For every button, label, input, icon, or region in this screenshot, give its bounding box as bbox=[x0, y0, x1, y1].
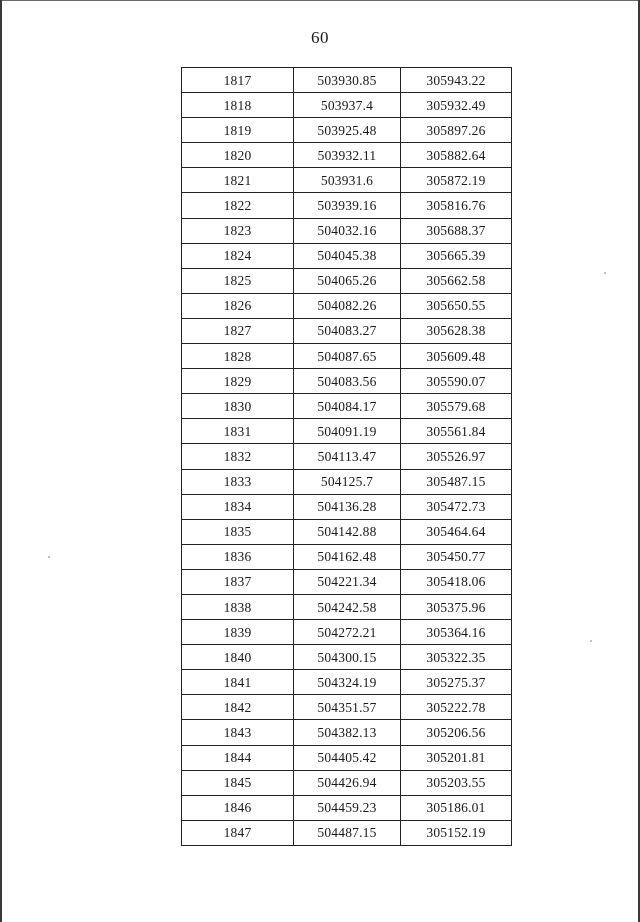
point-number-cell: 1845 bbox=[182, 770, 294, 795]
point-number-cell: 1844 bbox=[182, 745, 294, 770]
coordinates-table bbox=[181, 67, 512, 846]
table-row bbox=[182, 770, 512, 795]
table-row bbox=[182, 469, 512, 494]
x-coordinate-cell: 504083.27 bbox=[294, 318, 401, 343]
y-coordinate-cell: 305579.68 bbox=[401, 394, 512, 419]
y-coordinate-cell: 305201.81 bbox=[401, 745, 512, 770]
x-coordinate-cell: 504032.16 bbox=[294, 218, 401, 243]
point-number-cell: 1840 bbox=[182, 645, 294, 670]
x-coordinate-cell: 504045.38 bbox=[294, 243, 401, 268]
x-coordinate-cell: 504065.26 bbox=[294, 268, 401, 293]
page-edge-left bbox=[0, 0, 2, 922]
y-coordinate-cell: 305526.97 bbox=[401, 444, 512, 469]
x-coordinate-cell: 504087.65 bbox=[294, 344, 401, 369]
y-coordinate-cell: 305222.78 bbox=[401, 695, 512, 720]
point-number-cell: 1830 bbox=[182, 394, 294, 419]
point-number-cell: 1826 bbox=[182, 293, 294, 318]
point-number-cell: 1819 bbox=[182, 118, 294, 143]
table-row bbox=[182, 745, 512, 770]
point-number-cell: 1842 bbox=[182, 695, 294, 720]
table-row bbox=[182, 268, 512, 293]
x-coordinate-cell: 504272.21 bbox=[294, 620, 401, 645]
y-coordinate-cell: 305897.26 bbox=[401, 118, 512, 143]
x-coordinate-cell: 504459.23 bbox=[294, 795, 401, 820]
y-coordinate-cell: 305932.49 bbox=[401, 93, 512, 118]
table-row bbox=[182, 820, 512, 845]
x-coordinate-cell: 504426.94 bbox=[294, 770, 401, 795]
point-number-cell: 1827 bbox=[182, 318, 294, 343]
table-row bbox=[182, 695, 512, 720]
point-number-cell: 1839 bbox=[182, 620, 294, 645]
x-coordinate-cell: 504142.88 bbox=[294, 519, 401, 544]
y-coordinate-cell: 305472.73 bbox=[401, 494, 512, 519]
table-row bbox=[182, 494, 512, 519]
table-row bbox=[182, 544, 512, 569]
table-row bbox=[182, 444, 512, 469]
y-coordinate-cell: 305206.56 bbox=[401, 720, 512, 745]
y-coordinate-cell: 305872.19 bbox=[401, 168, 512, 193]
table-row bbox=[182, 143, 512, 168]
point-number-cell: 1843 bbox=[182, 720, 294, 745]
point-number-cell: 1847 bbox=[182, 820, 294, 845]
y-coordinate-cell: 305364.16 bbox=[401, 620, 512, 645]
table-row bbox=[182, 795, 512, 820]
point-number-cell: 1825 bbox=[182, 268, 294, 293]
y-coordinate-cell: 305662.58 bbox=[401, 268, 512, 293]
point-number-cell: 1829 bbox=[182, 369, 294, 394]
point-number-cell: 1831 bbox=[182, 419, 294, 444]
y-coordinate-cell: 305943.22 bbox=[401, 68, 512, 93]
x-coordinate-cell: 504242.58 bbox=[294, 594, 401, 619]
table-row bbox=[182, 68, 512, 93]
y-coordinate-cell: 305418.06 bbox=[401, 569, 512, 594]
x-coordinate-cell: 504324.19 bbox=[294, 670, 401, 695]
y-coordinate-cell: 305590.07 bbox=[401, 369, 512, 394]
point-number-cell: 1834 bbox=[182, 494, 294, 519]
x-coordinate-cell: 503932.11 bbox=[294, 143, 401, 168]
y-coordinate-cell: 305450.77 bbox=[401, 544, 512, 569]
y-coordinate-cell: 305688.37 bbox=[401, 218, 512, 243]
table-row bbox=[182, 193, 512, 218]
y-coordinate-cell: 305665.39 bbox=[401, 243, 512, 268]
table-row bbox=[182, 344, 512, 369]
x-coordinate-cell: 503931.6 bbox=[294, 168, 401, 193]
page-number: 60 bbox=[311, 28, 329, 47]
page-edge-top bbox=[0, 0, 640, 1]
x-coordinate-cell: 504125.7 bbox=[294, 469, 401, 494]
scan-speck bbox=[48, 556, 50, 558]
x-coordinate-cell: 504113.47 bbox=[294, 444, 401, 469]
table-row bbox=[182, 620, 512, 645]
point-number-cell: 1824 bbox=[182, 243, 294, 268]
y-coordinate-cell: 305882.64 bbox=[401, 143, 512, 168]
coordinates-table-body bbox=[182, 68, 512, 846]
table-row bbox=[182, 93, 512, 118]
point-number-cell: 1832 bbox=[182, 444, 294, 469]
x-coordinate-cell: 504487.15 bbox=[294, 820, 401, 845]
point-number-cell: 1833 bbox=[182, 469, 294, 494]
y-coordinate-cell: 305322.35 bbox=[401, 645, 512, 670]
table-row bbox=[182, 118, 512, 143]
table-row bbox=[182, 720, 512, 745]
x-coordinate-cell: 504382.13 bbox=[294, 720, 401, 745]
x-coordinate-cell: 504091.19 bbox=[294, 419, 401, 444]
x-coordinate-cell: 504405.42 bbox=[294, 745, 401, 770]
y-coordinate-cell: 305650.55 bbox=[401, 293, 512, 318]
x-coordinate-cell: 504136.28 bbox=[294, 494, 401, 519]
scan-speck bbox=[604, 272, 606, 274]
point-number-cell: 1828 bbox=[182, 344, 294, 369]
x-coordinate-cell: 503930.85 bbox=[294, 68, 401, 93]
point-number-cell: 1841 bbox=[182, 670, 294, 695]
y-coordinate-cell: 305152.19 bbox=[401, 820, 512, 845]
y-coordinate-cell: 305487.15 bbox=[401, 469, 512, 494]
table-row bbox=[182, 569, 512, 594]
table-row bbox=[182, 318, 512, 343]
point-number-cell: 1821 bbox=[182, 168, 294, 193]
scan-speck bbox=[590, 640, 592, 642]
x-coordinate-cell: 504300.15 bbox=[294, 645, 401, 670]
y-coordinate-cell: 305275.37 bbox=[401, 670, 512, 695]
point-number-cell: 1838 bbox=[182, 594, 294, 619]
y-coordinate-cell: 305464.64 bbox=[401, 519, 512, 544]
table-row bbox=[182, 670, 512, 695]
x-coordinate-cell: 504162.48 bbox=[294, 544, 401, 569]
y-coordinate-cell: 305186.01 bbox=[401, 795, 512, 820]
x-coordinate-cell: 504082.26 bbox=[294, 293, 401, 318]
table-row bbox=[182, 243, 512, 268]
table-row bbox=[182, 293, 512, 318]
point-number-cell: 1818 bbox=[182, 93, 294, 118]
point-number-cell: 1817 bbox=[182, 68, 294, 93]
x-coordinate-cell: 503925.48 bbox=[294, 118, 401, 143]
table-row bbox=[182, 218, 512, 243]
point-number-cell: 1820 bbox=[182, 143, 294, 168]
y-coordinate-cell: 305375.96 bbox=[401, 594, 512, 619]
table-row bbox=[182, 419, 512, 444]
y-coordinate-cell: 305561.84 bbox=[401, 419, 512, 444]
x-coordinate-cell: 503939.16 bbox=[294, 193, 401, 218]
point-number-cell: 1837 bbox=[182, 569, 294, 594]
point-number-cell: 1822 bbox=[182, 193, 294, 218]
x-coordinate-cell: 504083.56 bbox=[294, 369, 401, 394]
x-coordinate-cell: 504084.17 bbox=[294, 394, 401, 419]
table-row bbox=[182, 394, 512, 419]
x-coordinate-cell: 503937.4 bbox=[294, 93, 401, 118]
y-coordinate-cell: 305203.55 bbox=[401, 770, 512, 795]
point-number-cell: 1823 bbox=[182, 218, 294, 243]
y-coordinate-cell: 305609.48 bbox=[401, 344, 512, 369]
point-number-cell: 1835 bbox=[182, 519, 294, 544]
y-coordinate-cell: 305628.38 bbox=[401, 318, 512, 343]
y-coordinate-cell: 305816.76 bbox=[401, 193, 512, 218]
table-row bbox=[182, 645, 512, 670]
table-row bbox=[182, 594, 512, 619]
point-number-cell: 1836 bbox=[182, 544, 294, 569]
table-row bbox=[182, 519, 512, 544]
table-row bbox=[182, 168, 512, 193]
x-coordinate-cell: 504221.34 bbox=[294, 569, 401, 594]
point-number-cell: 1846 bbox=[182, 795, 294, 820]
table-row bbox=[182, 369, 512, 394]
x-coordinate-cell: 504351.57 bbox=[294, 695, 401, 720]
